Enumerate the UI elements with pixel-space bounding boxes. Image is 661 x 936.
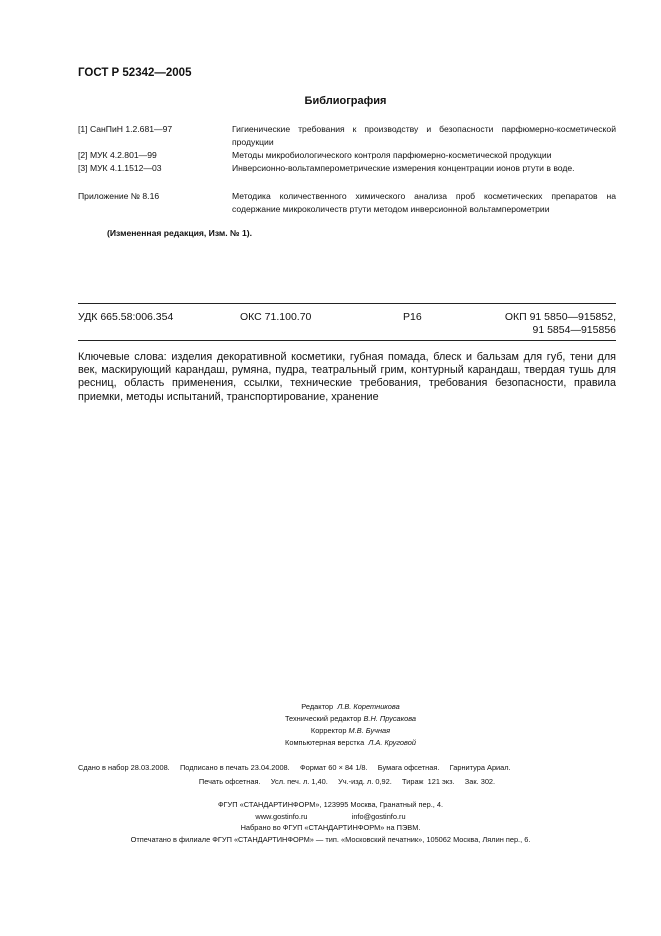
bibliography-ref: Приложение № 8.16	[78, 191, 160, 201]
udk-code: УДК 665.58:006.354	[78, 311, 174, 323]
okp-code-line1: ОКП 91 5850—915852,	[504, 311, 616, 323]
editor-role: Корректор	[310, 726, 347, 735]
keywords: Ключевые слова: изделия декоративной косметики, губная помада, блеск и бальзам для губ, тени для век, маскирующий карандаш, румяна, пудра, театральный грим, контурный карандаш, твердая тушь для ресниц, область применения, ссылки, технические требования, требования безопасности, правила приемки, методы испытаний, транспортирование, хранение	[78, 351, 616, 403]
top-divider	[78, 303, 616, 304]
bibliography-ref: [2] МУК 4.2.801—99	[78, 150, 157, 160]
okp-code-line2: 91 5854—915856	[532, 324, 616, 336]
editor-line	[0, 713, 661, 725]
bibliography-ref: [1] СанПиН 1.2.681—97	[78, 124, 173, 134]
bibliography-desc: Методы микробиологического контроля парфюмерно-косметической продукции	[232, 150, 552, 160]
org-typeset: Набрано во ФГУП «СТАНДАРТИНФОРМ» на ПЭВМ.	[240, 823, 421, 832]
org-website: www.gostinfo.ru	[255, 811, 308, 821]
publishing-line2: Печать офсетная. Усл. печ. л. 1,40. Уч.-изд. л. 0,92. Тираж 121 экз. Зак. 302.	[198, 777, 496, 786]
editor-name: Л.А. Круговой	[368, 738, 416, 747]
editor-role: Редактор	[301, 702, 334, 711]
editor-role: Технический редактор	[284, 714, 362, 723]
editors-block	[0, 701, 661, 749]
publishing-info	[78, 761, 616, 789]
org-address: ФГУП «СТАНДАРТИНФОРМ», 123995 Москва, Гранатный пер., 4.	[217, 800, 444, 809]
oks-code: ОКС 71.100.70	[240, 311, 312, 323]
editor-name: Л.В. Коретникова	[337, 702, 400, 711]
organization-block	[0, 799, 661, 845]
publishing-line1: Сдано в набор 28.03.2008. Подписано в печать 23.04.2008. Формат 60 × 84 1/8. Бумага офсетная. Гарнитура Ариал.	[78, 763, 511, 772]
editor-role: Компьютерная верстка	[285, 738, 365, 747]
standard-header: ГОСТ Р 52342—2005	[78, 67, 192, 79]
editor-line	[0, 701, 661, 713]
bibliography-desc: Методика количественного химического анализа проб косметических препаратов на содержание микроколичеств ртути методом инверсионной вольтамперометрии	[232, 191, 616, 214]
bibliography-desc: Инверсионно-вольтамперометрические измерения концентрации ионов ртути в воде.	[232, 163, 575, 173]
bibliography-desc: Гигиенические требования к производству и безопасности парфюмерно-косметической продукции	[232, 124, 616, 147]
bibliography-ref: [3] МУК 4.1.1512—03	[78, 163, 162, 173]
editor-name: М.В. Бучная	[348, 726, 391, 735]
group-code: Р16	[403, 311, 422, 323]
editor-line	[0, 737, 661, 749]
editor-line	[0, 725, 661, 737]
amendment-note: (Измененная редакция, Изм. № 1).	[107, 228, 253, 238]
org-contacts	[0, 811, 661, 823]
org-email: info@gostinfo.ru	[351, 811, 406, 821]
bibliography-title: Библиография	[304, 95, 387, 107]
org-printed: Отпечатано в филиале ФГУП «СТАНДАРТИНФОРМ» — тип. «Московский печатник», 105062 Москва, Лялин пер., 6.	[130, 834, 531, 844]
bottom-divider	[78, 340, 616, 341]
editor-name: В.Н. Прусакова	[363, 714, 417, 723]
